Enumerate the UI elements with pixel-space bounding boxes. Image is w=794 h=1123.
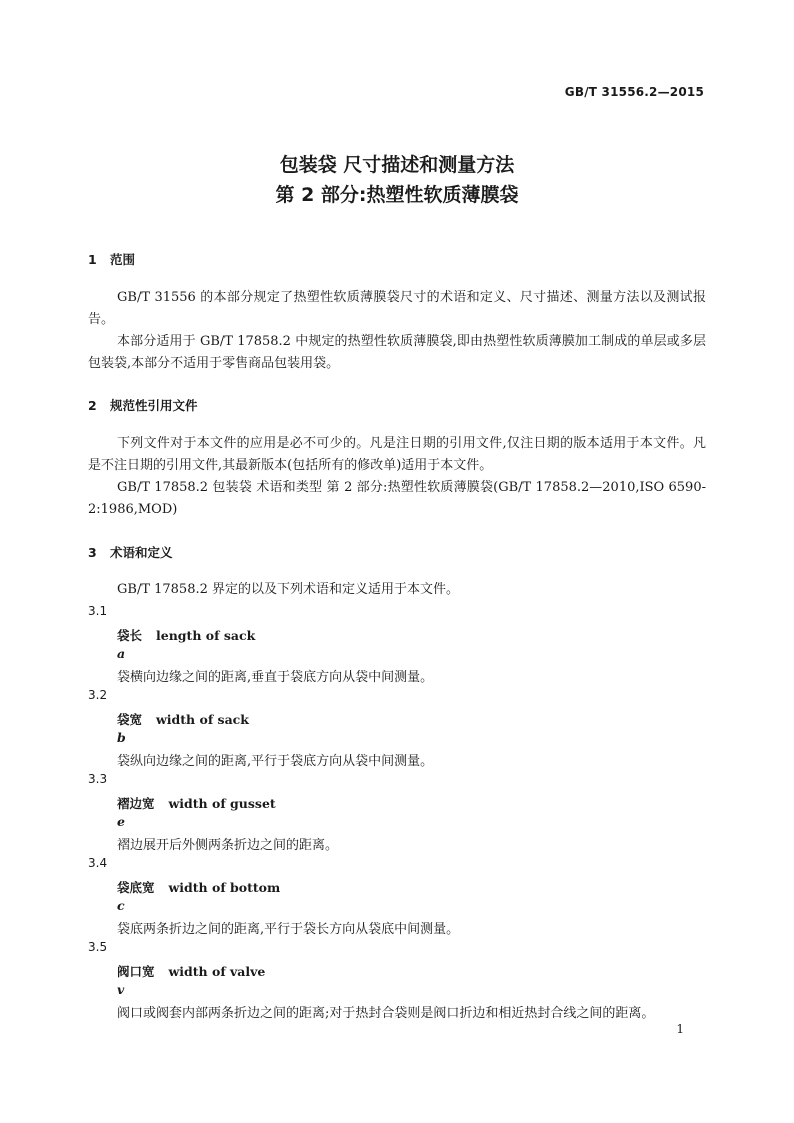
- term-definition: 袋纵向边缘之间的距离,平行于袋底方向从袋中间测量。: [117, 754, 434, 769]
- term-number: 3.5: [88, 940, 108, 954]
- term-name-en: width of valve: [168, 964, 266, 979]
- term-symbol: c: [117, 898, 125, 913]
- term-symbol: e: [117, 814, 125, 829]
- term-definition: 褶边展开后外侧两条折边之间的距离。: [117, 838, 339, 853]
- references-paragraph-2: GB/T 17858.2 包装袋 术语和类型 第 2 部分:热塑性软质薄膜袋(GB/T 17858.2—2010,ISO 6590-2:1986,MOD): [88, 480, 706, 517]
- term-symbol: b: [117, 730, 126, 745]
- term-number: 3.2: [88, 688, 108, 702]
- standard-code: GB/T 31556.2—2015: [564, 85, 704, 99]
- section-title: 术语和定义: [110, 545, 173, 560]
- term-name-en: width of gusset: [168, 796, 276, 811]
- term-name-zh: 阀口宽: [117, 964, 155, 979]
- section-number: 3: [88, 545, 97, 560]
- term-name: [117, 794, 276, 812]
- section-number: 2: [88, 398, 97, 413]
- section-heading-scope: [88, 250, 135, 268]
- term-name-zh: 袋底宽: [117, 880, 155, 895]
- term-name: [117, 710, 249, 728]
- scope-paragraph-1: GB/T 31556 的本部分规定了热塑性软质薄膜袋尺寸的术语和定义、尺寸描述、测量方法以及测试报告。: [88, 290, 706, 327]
- term-number: 3.4: [88, 856, 108, 870]
- section-title: 范围: [110, 252, 136, 267]
- section-heading-normative-references: [88, 396, 198, 414]
- term-name: [117, 878, 280, 896]
- section-number: 1: [88, 252, 97, 267]
- scope-paragraph-2: 本部分适用于 GB/T 17858.2 中规定的热塑性软质薄膜袋,即由热塑性软质薄膜加工制成的单层或多层包装袋,本部分不适用于零售商品包装用袋。: [88, 334, 706, 371]
- term-name-zh: 袋长: [117, 628, 143, 643]
- document-title-line1: 包装袋 尺寸描述和测量方法: [279, 154, 515, 176]
- term-symbol: v: [117, 982, 125, 997]
- term-name-zh: 袋宽: [117, 712, 143, 727]
- term-definition: 阀口或阀套内部两条折边之间的距离;对于热封合袋则是阀口折边和相近热封合线之间的距离。: [117, 1006, 655, 1021]
- terms-intro: GB/T 17858.2 界定的以及下列术语和定义适用于本文件。: [117, 582, 460, 597]
- term-name-en: width of bottom: [168, 880, 281, 895]
- term-name-en: length of sack: [156, 628, 256, 643]
- section-heading-terms: [88, 543, 173, 561]
- page-number: 1: [676, 1022, 684, 1036]
- references-paragraph-1: 下列文件对于本文件的应用是必不可少的。凡是注日期的引用文件,仅注日期的版本适用于本文件。凡是不注日期的引用文件,其最新版本(包括所有的修改单)适用于本文件。: [88, 436, 706, 473]
- term-definition: 袋横向边缘之间的距离,垂直于袋底方向从袋中间测量。: [117, 670, 434, 685]
- term-number: 3.3: [88, 772, 108, 786]
- term-name: [117, 962, 265, 980]
- term-name: [117, 626, 255, 644]
- term-number: 3.1: [88, 604, 108, 618]
- document-title-line2: 第 2 部分:热塑性软质薄膜袋: [275, 184, 519, 206]
- term-name-zh: 褶边宽: [117, 796, 155, 811]
- term-symbol: a: [117, 646, 126, 661]
- section-title: 规范性引用文件: [110, 398, 198, 413]
- term-definition: 袋底两条折边之间的距离,平行于袋长方向从袋底中间测量。: [117, 922, 460, 937]
- term-name-en: width of sack: [156, 712, 249, 727]
